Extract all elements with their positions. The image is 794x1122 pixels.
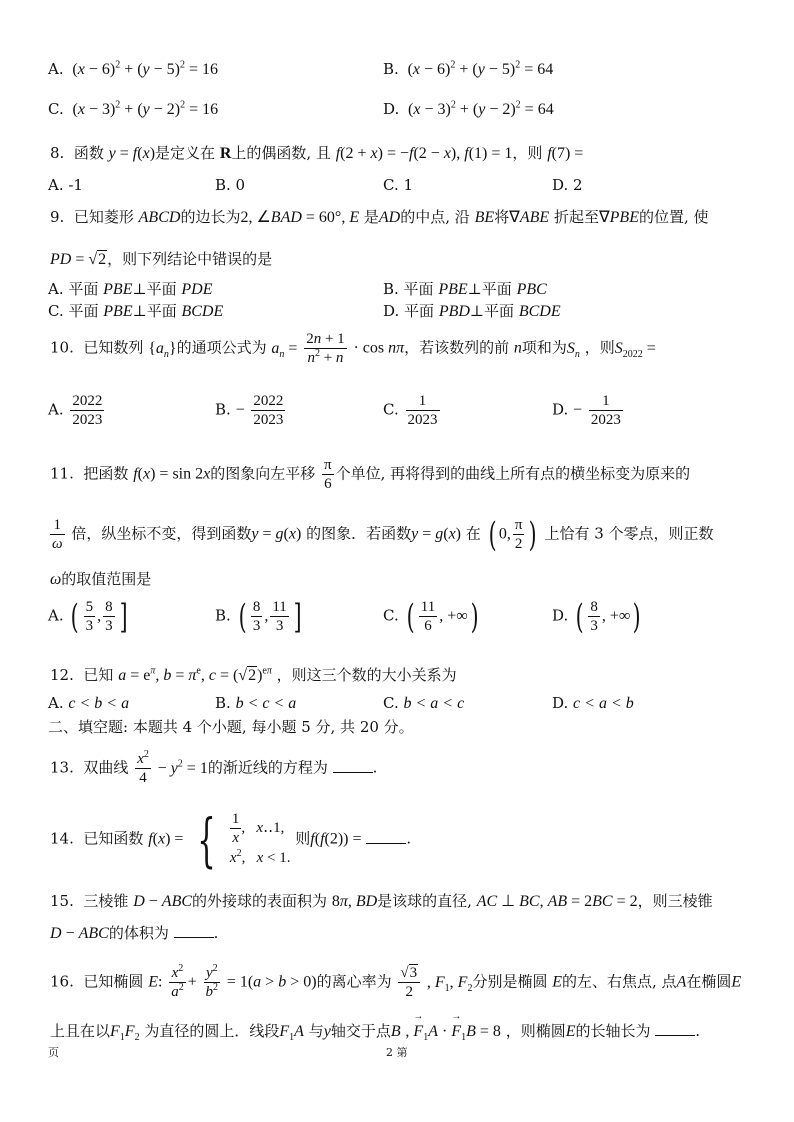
question-9-cont: PD = √2，则下列结论中错误的是 <box>50 250 273 268</box>
q9-option-d: D. 平面 PBD⊥平面 BCDE <box>383 302 561 320</box>
q11-option-d: D. ( $\frac{8}{3}$ , +∞) <box>552 596 641 637</box>
q13-answer-blank <box>333 758 373 773</box>
question-13: 13. 双曲线 $\frac{x^2}{4}$ − $y^2 = 1$的渐近线的方程为 . <box>50 749 378 786</box>
q14-answer-blank <box>366 829 406 844</box>
q8-option-d: D. 2 <box>552 176 583 194</box>
question-10: 10. 已知数列 $\{a_n\}$的通项公式为 $a_n$ = $\frac{2n + 1}{n^2 + n}$ · cos nπ，若该数列的前 n项和为$S_n$ ，则$S_{2022}$ = <box>50 331 656 366</box>
q12-option-d: D. c < a < b <box>552 694 634 712</box>
q11-option-a: A. ( $\frac{5}{3}$ , $\frac{8}{3}$ ] <box>48 596 128 637</box>
footer-left: 页 <box>48 1046 59 1059</box>
question-12: 12. 已知 $a = e^\pi$, $b = \pi^e$, $c = (√2)^{e\pi}$ ，则这三个数的大小关系为 <box>50 665 457 684</box>
question-15-cont: D − ABC的体积为 . <box>50 924 219 942</box>
q8-option-b: B. 0 <box>215 176 246 194</box>
q12-option-a: A. c < b < a <box>48 694 130 712</box>
question-16-cont: 上且在以$F_1F_2$ 为直径的圆上．线段$F_1A$ 与y轴交于点B , → $F_1A$ · → $F_1B = 8$ ，则椭圆E的长轴长为 . <box>50 1020 750 1041</box>
question-8: 8. 函数 y = f(x)是定义在 R上的偶函数, 且 f(2 + x) = −f(2 − x), f(1) = 1，则 f(7) = <box>50 144 584 162</box>
q7-option-d: D. $(x - 3)^2 + (y - 2)^2 = 64$ <box>383 99 554 118</box>
q10-option-b: B. − $\frac{2022}{2023}$ <box>215 393 284 428</box>
q8-option-a: A. -1 <box>48 176 83 194</box>
q9-option-b: B. 平面 PBE⊥平面 PBC <box>383 280 547 298</box>
question-14: 14. 已知函数 f(x) = { $\frac{1}{x}$ , x‥1, $x^2$, x < 1. 则f(f(2)) = . <box>50 805 412 874</box>
question-11: 11. 把函数 f(x) = sin 2x的图象向左平移 $\frac{\pi}{6}$ 个单位, 再将得到的曲线上所有点的横坐标变为原来的 <box>50 457 691 492</box>
question-16: 16. 已知椭圆 E: $\frac{x^2}{a^2}$ + $\frac{y^2}{b^2}$ = 1(a > b > 0)的离心率为 $\frac{√3}{2}$ , $F_1$, $F_2$分别是椭圆 E的左、右焦点, 点A在椭圆E <box>50 963 742 1000</box>
q10-option-c: C. $\frac{1}{2023}$ <box>383 393 438 428</box>
question-11-cont: $\frac{1}{\omega}$ 倍，纵坐标不变，得到函数y = g(x) 的图象．若函数y = g(x) 在 ( 0, $\frac{\pi}{2}$ ) 上恰有 3 个零点，则正数 <box>52 514 714 555</box>
q11-option-c: C. ( $\frac{11}{6}$ , +∞) <box>383 596 479 637</box>
footer-page-number: 2 第 <box>386 1046 408 1059</box>
q10-option-a: A. $\frac{2022}{2023}$ <box>48 393 103 428</box>
q15-answer-blank <box>174 923 214 938</box>
question-9: 9. 已知菱形 ABCD的边长为2, ∠BAD = 60°, E 是AD的中点, 沿 BE将∇ABE 折起至∇PBE的位置, 使 <box>50 208 709 226</box>
q9-option-a: A. 平面 PBE⊥平面 PDE <box>48 280 213 298</box>
q10-option-d: D. − $\frac{1}{2023}$ <box>552 393 621 428</box>
q7-option-b: B. $(x - 6)^2 + (y - 5)^2 = 64$ <box>383 59 554 78</box>
q12-option-b: B. b < c < a <box>215 694 297 712</box>
question-11-cont2: ω的取值范围是 <box>50 570 152 588</box>
q11-option-b: B. ( $\frac{8}{3}$ , $\frac{11}{3}$ ] <box>215 596 302 637</box>
q7-option-c: C. $(x - 3)^2 + (y - 2)^2 = 16$ <box>48 99 219 118</box>
q9-option-c: C. 平面 PBE⊥平面 BCDE <box>48 302 224 320</box>
section-2-heading: 二、填空题: 本题共 4 个小题, 每小题 5 分, 共 20 分。 <box>48 718 414 736</box>
q16-answer-blank <box>655 1021 695 1036</box>
question-15: 15. 三棱锥 D − ABC的外接球的表面积为 8π, BD是该球的直径, AC ⊥ BC, AB = 2BC = 2，则三棱锥 <box>50 892 713 910</box>
q12-option-c: C. b < a < c <box>383 694 465 712</box>
q8-option-c: C. 1 <box>383 176 414 194</box>
q7-option-a: A. $(x - 6)^2 + (y - 5)^2 = 16$ <box>48 59 219 78</box>
